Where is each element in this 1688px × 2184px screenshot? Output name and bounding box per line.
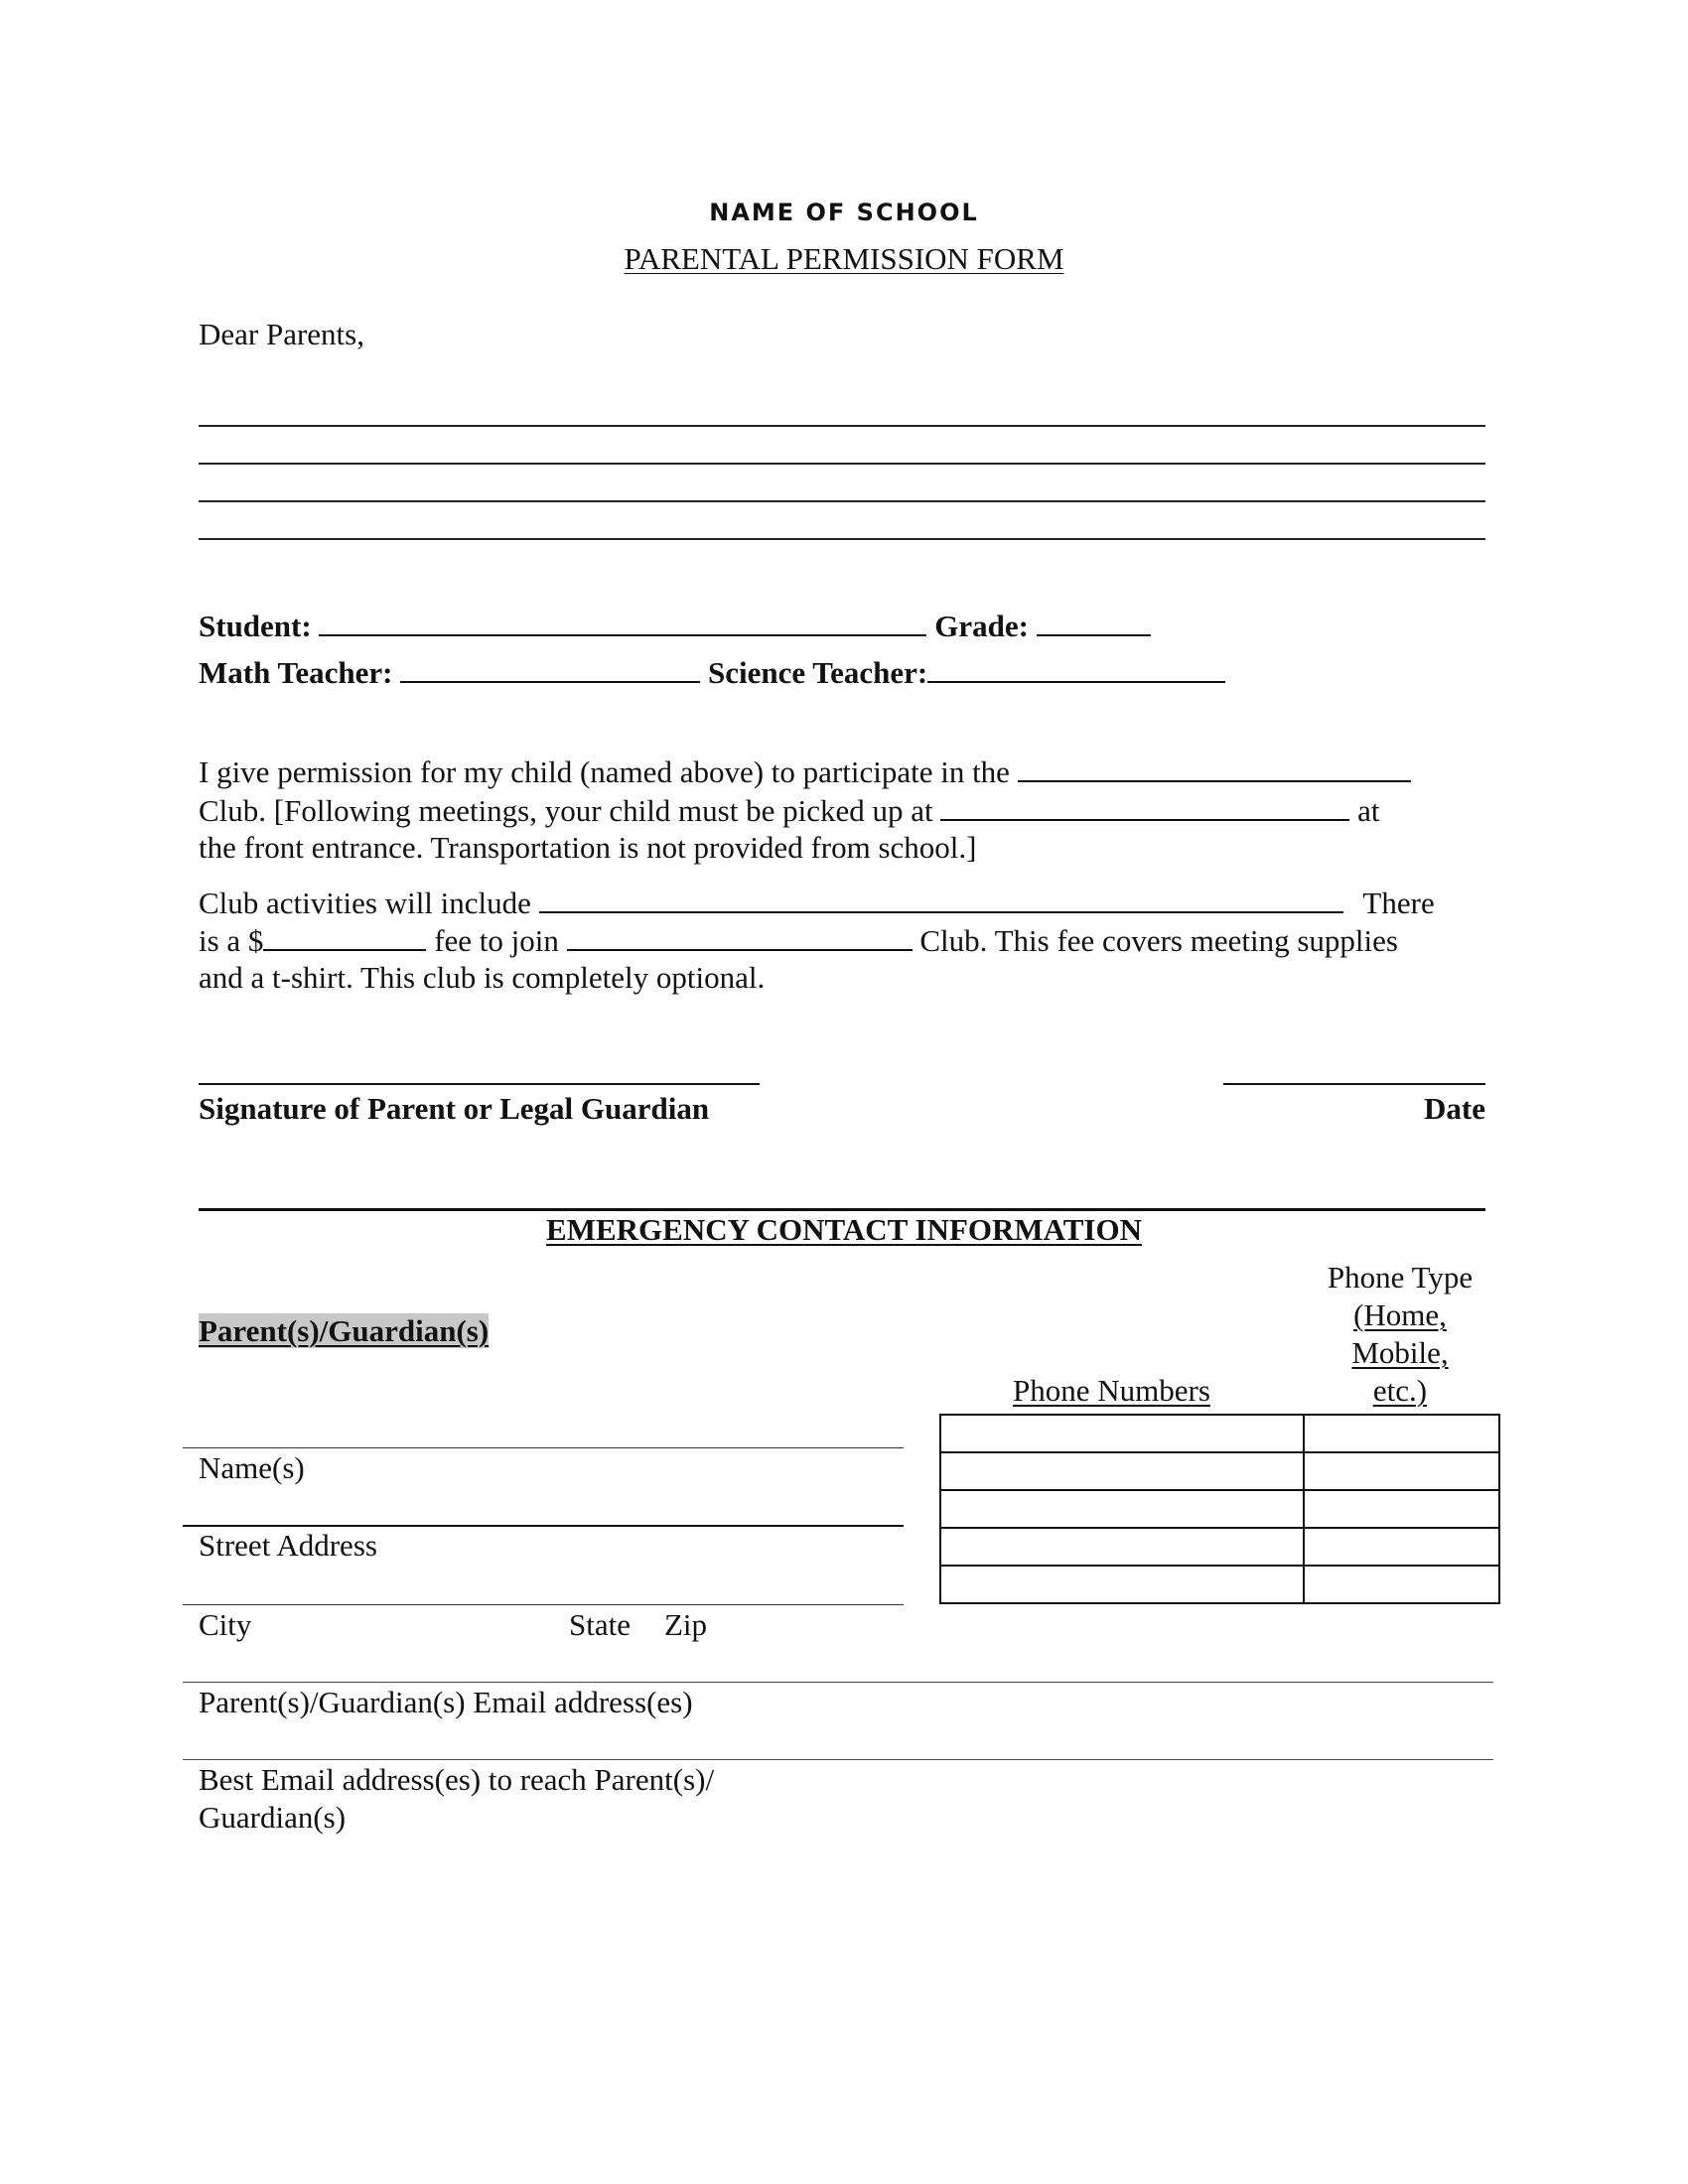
phone-type-line-1: Phone Type — [1327, 1260, 1474, 1295]
activities-line-1 — [199, 884, 1435, 922]
emergency-title: EMERGENCY CONTACT INFORMATION — [546, 1212, 1142, 1247]
there-text: There — [1362, 886, 1435, 920]
signature-label: Signature of Parent or Legal Guardian — [199, 1091, 710, 1126]
phone-number-cell[interactable] — [940, 1415, 1304, 1452]
science-teacher-field[interactable] — [927, 653, 1225, 683]
phone-type-heading — [1301, 1259, 1499, 1410]
activities-line-2 — [199, 921, 1398, 960]
fee-covers-text: Club. This fee covers meeting supplies — [919, 923, 1398, 958]
teacher-row — [199, 653, 1225, 692]
permission-line-2 — [199, 791, 1380, 830]
pickup-at-text: at — [1357, 793, 1380, 828]
phone-number-cell[interactable] — [940, 1490, 1304, 1528]
club-join-field[interactable] — [567, 921, 913, 951]
phone-row — [940, 1490, 1499, 1528]
grade-label: Grade: — [934, 609, 1029, 643]
date-line[interactable] — [1223, 1083, 1485, 1085]
names-label: Name(s) — [199, 1450, 305, 1485]
phone-numbers-heading: Phone Numbers — [1013, 1373, 1210, 1408]
science-teacher-label: Science Teacher: — [707, 655, 928, 690]
math-teacher-field[interactable] — [400, 653, 700, 683]
letter-line-2[interactable] — [199, 463, 1485, 465]
letter-line-3[interactable] — [199, 500, 1485, 502]
phone-table — [939, 1414, 1500, 1604]
phone-number-cell[interactable] — [940, 1566, 1304, 1603]
email-label: Parent(s)/Guardian(s) Email address(es) — [199, 1685, 693, 1719]
best-email-line-2: Guardian(s) — [199, 1800, 347, 1835]
zip-label: Zip — [664, 1607, 708, 1642]
letter-line-4[interactable] — [199, 538, 1485, 540]
pickup-text: Club. [Following meetings, your child must be picked up at — [199, 793, 933, 828]
grade-field[interactable] — [1037, 607, 1151, 636]
phone-type-cell[interactable] — [1304, 1490, 1499, 1528]
fee-join-text: fee to join — [434, 923, 559, 958]
student-field[interactable] — [319, 607, 926, 636]
phone-type-cell[interactable] — [1304, 1452, 1499, 1490]
names-line[interactable] — [183, 1447, 904, 1448]
permission-line-3: the front entrance. Transportation is not provided from school.] — [199, 830, 977, 865]
parents-heading: Parent(s)/Guardian(s) — [199, 1313, 490, 1348]
signature-line[interactable] — [199, 1083, 760, 1085]
pickup-time-field[interactable] — [940, 791, 1349, 821]
phone-type-line-2: (Home, — [1353, 1297, 1447, 1332]
state-label: State — [569, 1607, 631, 1642]
greeting: Dear Parents, — [199, 317, 364, 351]
math-teacher-label: Math Teacher: — [199, 655, 393, 690]
activities-field[interactable] — [539, 884, 1343, 913]
student-row — [199, 607, 1151, 645]
date-label: Date — [1424, 1091, 1485, 1126]
phone-row — [940, 1415, 1499, 1452]
phone-type-line-4: etc.) — [1372, 1373, 1428, 1408]
permission-text: I give permission for my child (named above) to participate in the — [199, 754, 1010, 789]
phone-type-cell[interactable] — [1304, 1528, 1499, 1566]
city-label: City — [199, 1607, 252, 1642]
club-name-field[interactable] — [1018, 752, 1411, 782]
phone-type-cell[interactable] — [1304, 1415, 1499, 1452]
phone-type-line-3: Mobile, — [1351, 1335, 1449, 1370]
fee-amount-field[interactable] — [263, 921, 426, 951]
phone-row — [940, 1452, 1499, 1490]
activities-text: Club activities will include — [199, 886, 531, 920]
fee-prefix-text: is a $ — [199, 923, 264, 958]
street-label: Street Address — [199, 1528, 377, 1563]
student-label: Student: — [199, 609, 312, 643]
letter-line-1[interactable] — [199, 425, 1485, 427]
best-email-label — [199, 1761, 714, 1837]
best-email-line-1: Best Email address(es) to reach Parent(s)/ — [199, 1762, 715, 1797]
phone-type-cell[interactable] — [1304, 1566, 1499, 1603]
form-title: PARENTAL PERMISSION FORM — [624, 241, 1064, 276]
best-email-line[interactable] — [183, 1759, 1493, 1760]
permission-line-1 — [199, 752, 1411, 791]
email-line[interactable] — [183, 1682, 1493, 1683]
city-line[interactable] — [183, 1604, 904, 1605]
school-name: NAME OF SCHOOL — [709, 199, 979, 226]
phone-row — [940, 1566, 1499, 1603]
phone-row — [940, 1528, 1499, 1566]
activities-line-3: and a t-shirt. This club is completely optional. — [199, 960, 766, 995]
phone-number-cell[interactable] — [940, 1452, 1304, 1490]
phone-number-cell[interactable] — [940, 1528, 1304, 1566]
